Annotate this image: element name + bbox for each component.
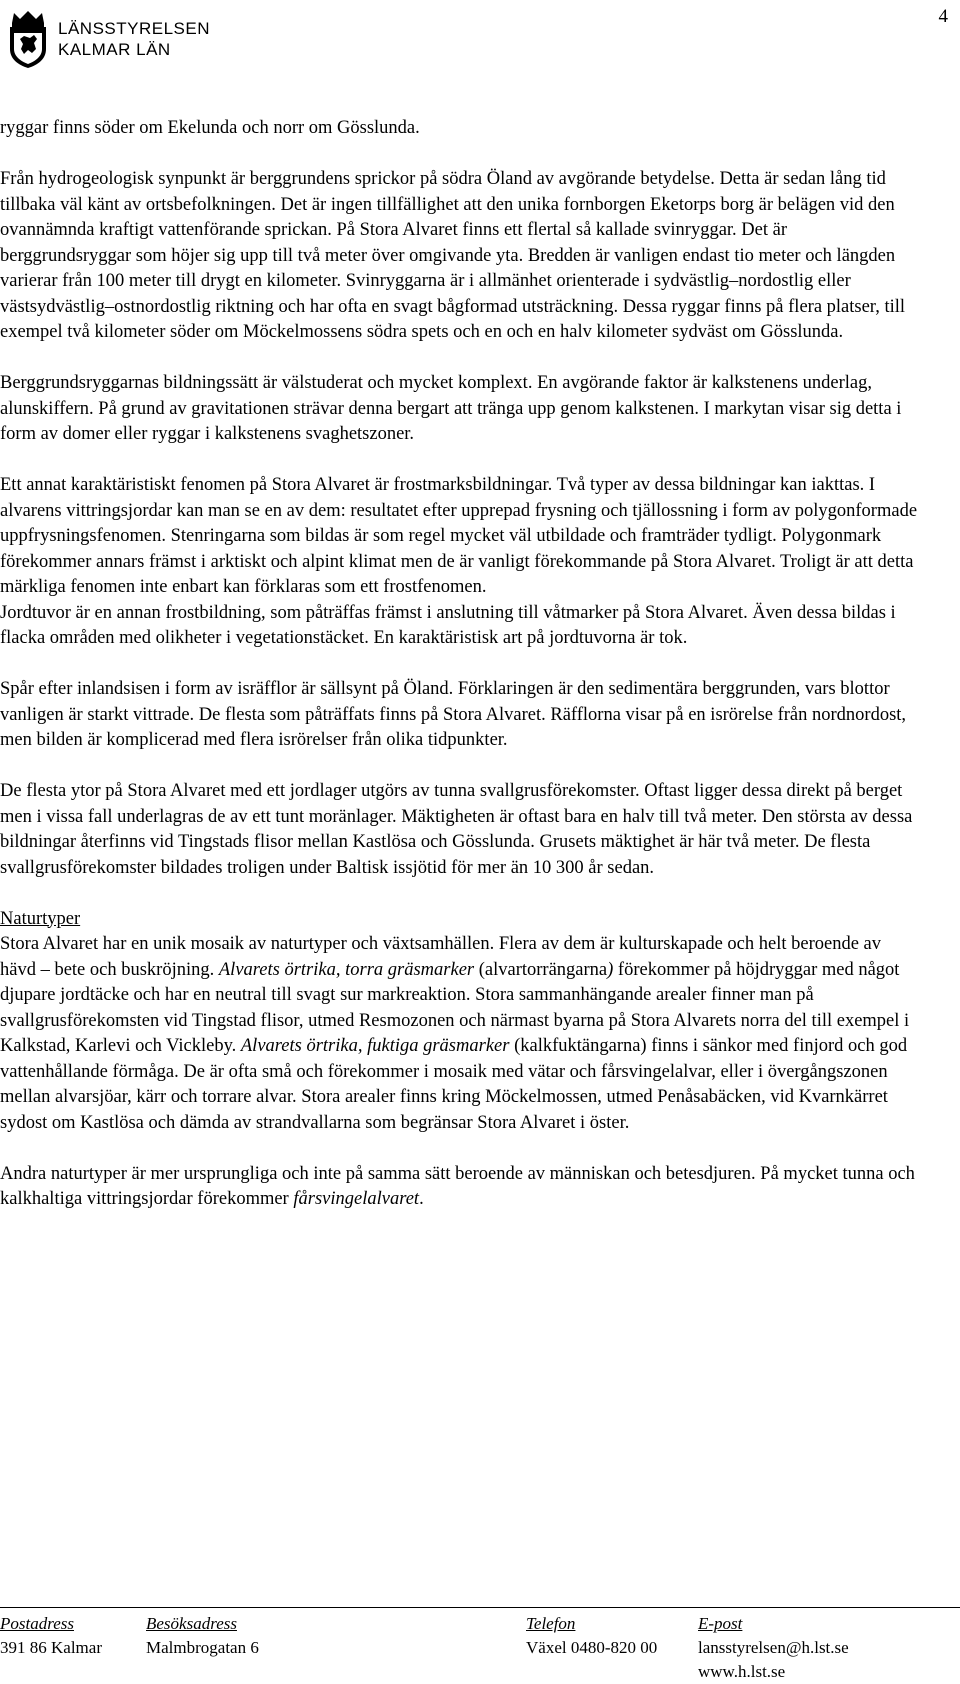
footer-label-besoksadress: Besöksadress <box>146 1614 237 1633</box>
paragraph <box>0 932 920 1136</box>
text-span: förekommer på höjdryggar med något djupare jordtäcke och har en neutral till svagt sur markreaktion. Stora sammanhängande arealer finner man på svallgrusförekomsten vid Tingstad flisor, utmed Resmozonen och närmast byarna på Stora Alvarets norra del till exempel i Kalkstad, Karlevi och Vickleby. <box>0 959 910 1056</box>
logo-text <box>58 18 210 60</box>
footer-label-epost: E-post <box>698 1614 743 1633</box>
footer-label-postadress: Postadress <box>0 1614 74 1633</box>
paragraph: De flesta ytor på Stora Alvaret med ett jordlager utgörs av tunna svallgrusförekomster. Oftast ligger dessa direkt på berget men i vissa fall underlagras de av ett tunt moränlager. Mäktigheten är oftast bara en halv till två meter. Den största av dessa bildningar återfinns vid Tingstads flisor mellan Kastlösa och Gösslunda. Grusets mäktighet är här två meter. De flesta svallgrusförekomster bildades troligen under Baltisk issjötid för mer än 10 300 år sedan. <box>0 781 913 878</box>
document-body <box>0 116 920 1238</box>
text-span: Stora Alvaret har en unik mosaik av naturtyper och växtsamhällen. Flera av dem är kulturskapade och helt beroende av hävd – bete och buskröjning. <box>0 934 882 980</box>
text-span: Andra naturtyper är mer ursprungliga och inte på samma sätt beroende av människan och betesdjuren. På mycket tunna och kalkhaltiga vittringsjordar förekommer <box>0 1163 915 1209</box>
paragraph: Från hydrogeologisk synpunkt är berggrundens sprickor på södra Öland av avgörande betydelse. Detta är sedan lång tid tillbaka väl känt av ortsbefolkningen. Det är ingen tillfällighet att den unika fornborgen Eketorps borg är belägen vid den ovannämnda kraftigt vattenförande sprickan. På Stora Alvaret finns ett flertal så kallade svinryggar. Det är berggrundsryggar som höjer sig upp till två meter över omgivande yta. Bredden är vanligen endast tio meter och längden varierar från 100 meter till drygt en kilometer. Svinryggarna är i allmänhet orienterade i sydvästlig–nordostlig eller västsydvästlig–ostnordostlig riktning och har ofta en svagt bågformad utsträckning. Dessa ryggar finns på flera platser, till exempel två kilometer söder om Möckelmossens södra spets och en och en halv kilometer sydväst om Gösslunda. <box>0 169 906 342</box>
footer-website-link[interactable]: www.h.lst.se <box>698 1662 786 1681</box>
footer-web-row <box>0 1660 960 1684</box>
page-footer <box>0 1607 960 1684</box>
footer-besoksadress: Malmbrogatan 6 <box>146 1638 259 1657</box>
page-number: 4 <box>938 6 948 27</box>
paragraph: Jordtuvor är en annan frostbildning, som påträffas främst i anslutning till våtmarker på Stora Alvaret. Även dessa bildas i flacka områden med olikheter i vegetationstäcket. En karaktäristisk art på jordtuvorna är tok. <box>0 602 896 648</box>
footer-email-link[interactable]: lansstyrelsen@h.lst.se <box>698 1638 849 1657</box>
paragraph <box>0 1162 920 1213</box>
italic-paren: ) <box>607 959 614 980</box>
paragraph: Ett annat karaktäristiskt fenomen på Stora Alvaret är frostmarksbildningar. Två typer av dessa bildningar kan iakttas. I alvarens vittringsjordar kan man se en av dem: resultatet efter upprepad frysning och tjällossning i form av polygonformade uppfrysningsfenomen. Stenringarna som bildas är som regel mycket väl utbildade och framträder tydligt. Polygonmark förekommer annars främst i arktiskt och alpint klimat men de är vanligt förekommande på Stora Alvaret. Troligt är att detta märkliga fenomen inte enbart kan förklaras som ett frostfenomen. <box>0 475 918 597</box>
paragraph: Berggrundsryggarnas bildningssätt är välstuderat och mycket komplext. En avgörande faktor är kalkstenens underlag, alunskiffern. På grund av gravitationen strävar denna bergart att tränga upp genom kalkstenen. I markytan visar sig detta i form av domer eller ryggar i kalkstenens svaghetszoner. <box>0 373 902 444</box>
section-heading-naturtyper: Naturtyper <box>0 908 81 929</box>
logo-line-county: KALMAR LÄN <box>58 40 171 59</box>
text-span: . <box>419 1189 424 1209</box>
logo-line-agency: LÄNSSTYRELSEN <box>58 19 210 38</box>
italic-term: Alvarets örtrika, torra gräsmarker <box>218 959 475 980</box>
paragraph: ryggar finns söder om Ekelunda och norr om Gösslunda. <box>0 118 420 138</box>
italic-term: Alvarets örtrika, fuktiga gräsmarker <box>240 1036 510 1056</box>
text-span: (alvartorrängarna <box>474 959 608 980</box>
footer-labels <box>0 1612 960 1636</box>
text-span: (kalkfuktängarna) finns i sänkor med finjord och god vattenhållande förmåga. De är ofta små och förekommer i mosaik med vätar och fårsvingelalvar, eller i övergångszonen mellan alvarsjöar, kärr och torrare alvar. Stora arealer finns kring Möckelmossen, utmed Penåsabäcken, vid Kvarnkärret sydost om Kastlösa och dämda av strandvallarna som begränsar Stora Alvaret i öster. <box>0 1036 908 1133</box>
footer-label-telefon: Telefon <box>526 1614 576 1633</box>
coat-of-arms-icon <box>6 9 50 69</box>
italic-term: fårsvingelalvaret <box>293 1189 420 1209</box>
footer-telefon: Växel 0480-820 00 <box>526 1638 658 1657</box>
footer-postadress: 391 86 Kalmar <box>0 1638 102 1657</box>
paragraph: Spår efter inlandsisen i form av isräfflor är sällsynt på Öland. Förklaringen är den sedimentära berggrunden, vars blottor vanligen är starkt vittrade. De flesta som påträffats finns på Stora Alvaret. Räfflorna visar på en isrörelse från nordnordost, men bilden är komplicerad med flera isrörelser från olika tidpunkter. <box>0 679 907 750</box>
lansstyrelsen-logo <box>6 6 210 72</box>
footer-values <box>0 1636 960 1660</box>
